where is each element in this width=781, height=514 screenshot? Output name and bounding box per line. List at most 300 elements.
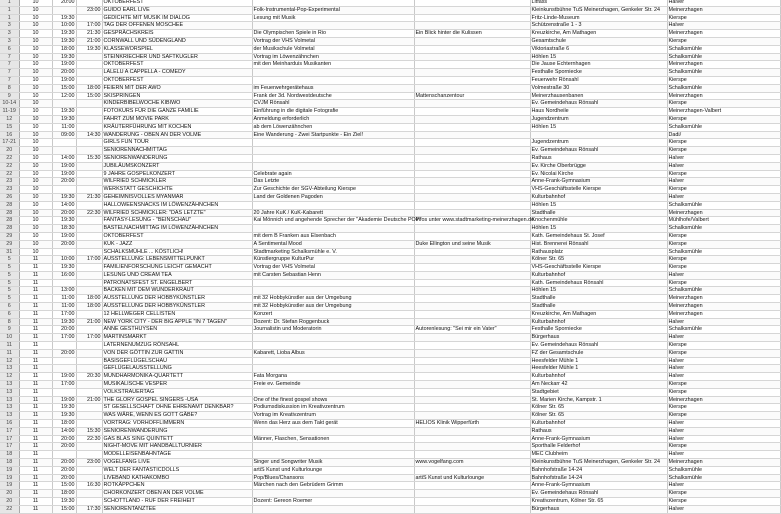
day-cell[interactable]: 3 <box>0 22 19 30</box>
town-cell[interactable]: Meinerzhagen <box>667 459 780 467</box>
day-cell[interactable]: 13 <box>0 381 19 389</box>
month-cell[interactable]: 11 <box>19 334 52 342</box>
day-cell[interactable]: 7 <box>0 76 19 84</box>
location-cell[interactable]: Kulturbahnhof <box>530 318 667 326</box>
day-cell[interactable]: 8 <box>0 84 19 92</box>
location-cell[interactable]: Bahnhofstraße 14-24 <box>530 474 667 482</box>
start-time-cell[interactable]: 20:00 <box>52 349 76 357</box>
description-cell[interactable]: Vortrag im Löwenzähnchen <box>252 53 414 61</box>
description-cell[interactable]: Fata Morgana <box>252 373 414 381</box>
location-cell[interactable]: Höhlen 15 <box>530 201 667 209</box>
town-cell[interactable]: Halver <box>667 451 780 459</box>
start-time-cell[interactable]: 20:00 <box>52 240 76 248</box>
start-time-cell[interactable]: 19:00 <box>52 232 76 240</box>
town-cell[interactable]: Kierspe <box>667 342 780 350</box>
location-cell[interactable]: Ev. Nicolai Kirche <box>530 170 667 178</box>
description-cell[interactable]: Künstlergruppe KulturPur <box>252 256 414 264</box>
event-title-cell[interactable]: STEINKRIECHER UND SAFTKUGLER <box>102 53 252 61</box>
note-cell[interactable]: artiS Kunst und Kulturlounge <box>414 474 530 482</box>
month-cell[interactable]: 11 <box>19 303 52 311</box>
town-cell[interactable]: Halver <box>667 318 780 326</box>
start-time-cell[interactable]: 10:00 <box>52 22 76 30</box>
end-time-cell[interactable]: 23:00 <box>76 6 102 14</box>
note-cell[interactable] <box>414 349 530 357</box>
table-row[interactable] <box>0 264 780 272</box>
table-row[interactable] <box>0 76 780 84</box>
note-cell[interactable]: www.vogelfang.com <box>414 459 530 467</box>
note-cell[interactable]: HELIOS Klinik Wipperfürth <box>414 420 530 428</box>
end-time-cell[interactable] <box>76 310 102 318</box>
location-cell[interactable]: Kreuzkirche, Am Mathagen <box>530 310 667 318</box>
location-cell[interactable]: Rathausplatz <box>530 248 667 256</box>
month-cell[interactable]: 11 <box>19 404 52 412</box>
table-row[interactable] <box>0 396 780 404</box>
table-row[interactable] <box>0 466 780 474</box>
event-title-cell[interactable]: LESUNG UND CREAM TEA <box>102 271 252 279</box>
table-row[interactable] <box>0 186 780 194</box>
note-cell[interactable] <box>414 412 530 420</box>
location-cell[interactable]: Bahnhofstraße 14-24 <box>530 466 667 474</box>
month-cell[interactable]: 10 <box>19 61 52 69</box>
location-cell[interactable]: Am Neckarr 42 <box>530 381 667 389</box>
start-time-cell[interactable] <box>52 139 76 147</box>
event-title-cell[interactable]: ROTKÄPPCHEN <box>102 482 252 490</box>
location-cell[interactable]: VHS-Geschäftsstelle Kierspe <box>530 186 667 194</box>
town-cell[interactable]: Mühlhofe/Valbert <box>667 217 780 225</box>
town-cell[interactable]: Meinerzhagen-Valbert <box>667 108 780 116</box>
description-cell[interactable]: Zur Geschichte der SGV-Abteilung Kierspe <box>252 186 414 194</box>
start-time-cell[interactable]: 18:00 <box>52 45 76 53</box>
location-cell[interactable]: Höhlen 15 <box>530 287 667 295</box>
note-cell[interactable]: Autorenlesung: "Sei mir ein Vater" <box>414 326 530 334</box>
event-title-cell[interactable]: ST GESELLSCHAFT OHNE EHRENAMT DENKBAR? <box>102 404 252 412</box>
town-cell[interactable]: Meinerzhagen <box>667 209 780 217</box>
day-cell[interactable]: 1 <box>0 0 19 6</box>
month-cell[interactable]: 10 <box>19 225 52 233</box>
table-row[interactable] <box>0 30 780 38</box>
table-row[interactable] <box>0 451 780 459</box>
town-cell[interactable]: Meinerzhagen <box>667 92 780 100</box>
day-cell[interactable]: 1 <box>0 14 19 22</box>
town-cell[interactable]: Kierspe <box>667 412 780 420</box>
description-cell[interactable]: Das Letzte <box>252 178 414 186</box>
month-cell[interactable]: 11 <box>19 342 52 350</box>
month-cell[interactable]: 11 <box>19 373 52 381</box>
event-title-cell[interactable]: 9 JAHRE GOSPELKONZERT <box>102 170 252 178</box>
day-cell[interactable]: 12 <box>0 373 19 381</box>
event-title-cell[interactable]: FAHRT ZUM MOVIE PARK <box>102 115 252 123</box>
location-cell[interactable]: Ev. Kirche Oberbrügge <box>530 162 667 170</box>
town-cell[interactable]: Meinerzhagen <box>667 310 780 318</box>
start-time-cell[interactable]: 20:00 <box>52 466 76 474</box>
day-cell[interactable]: 13 <box>0 404 19 412</box>
location-cell[interactable]: Kreuzkirche, Am Mathagen <box>530 30 667 38</box>
start-time-cell[interactable]: 20:00 <box>52 435 76 443</box>
start-time-cell[interactable] <box>52 248 76 256</box>
note-cell[interactable] <box>414 186 530 194</box>
description-cell[interactable]: Vortrag der VHS Volmetal <box>252 264 414 272</box>
event-title-cell[interactable]: 12 HELLWEGER CELLISTEN <box>102 310 252 318</box>
start-time-cell[interactable]: 19:30 <box>52 115 76 123</box>
note-cell[interactable] <box>414 357 530 365</box>
note-cell[interactable] <box>414 264 530 272</box>
table-row[interactable] <box>0 248 780 256</box>
location-cell[interactable]: Bürgerhaus <box>530 505 667 513</box>
table-row[interactable] <box>0 498 780 506</box>
start-time-cell[interactable]: 12:00 <box>52 92 76 100</box>
month-cell[interactable]: 11 <box>19 490 52 498</box>
event-title-cell[interactable]: OKTOBERFEST <box>102 76 252 84</box>
town-cell[interactable]: Kierspe <box>667 498 780 506</box>
event-title-cell[interactable]: WILFRIED SCHMICKLER <box>102 178 252 186</box>
start-time-cell[interactable]: 09:00 <box>52 131 76 139</box>
table-row[interactable] <box>0 342 780 350</box>
description-cell[interactable]: mit 32 Hobbykünstler aus der Umgebung <box>252 303 414 311</box>
start-time-cell[interactable]: 11:00 <box>52 303 76 311</box>
description-cell[interactable] <box>252 427 414 435</box>
description-cell[interactable]: Die Olympischen Spiele in Rio <box>252 30 414 38</box>
start-time-cell[interactable]: 18:00 <box>52 490 76 498</box>
start-time-cell[interactable]: 19:00 <box>52 373 76 381</box>
end-time-cell[interactable] <box>76 139 102 147</box>
day-cell[interactable]: 26 <box>0 193 19 201</box>
month-cell[interactable]: 10 <box>19 53 52 61</box>
table-row[interactable] <box>0 92 780 100</box>
table-row[interactable] <box>0 357 780 365</box>
event-title-cell[interactable]: NIGHT-MOVE MIT HANDBALLTURNIER <box>102 443 252 451</box>
table-row[interactable] <box>0 45 780 53</box>
table-row[interactable] <box>0 37 780 45</box>
note-cell[interactable]: Mattenschanzentour <box>414 92 530 100</box>
day-cell[interactable]: 17 <box>0 427 19 435</box>
town-cell[interactable]: Kierspe <box>667 139 780 147</box>
start-time-cell[interactable] <box>52 365 76 373</box>
end-time-cell[interactable] <box>76 108 102 116</box>
town-cell[interactable]: Kierspe <box>667 404 780 412</box>
location-cell[interactable]: Kulturbahnhof <box>530 271 667 279</box>
event-title-cell[interactable]: VOGELFANG LIVE <box>102 459 252 467</box>
start-time-cell[interactable]: 14:00 <box>52 154 76 162</box>
event-title-cell[interactable]: THE GLORY GOSPEL SINGERS -USA <box>102 396 252 404</box>
table-row[interactable] <box>0 334 780 342</box>
day-cell[interactable]: 7 <box>0 61 19 69</box>
description-cell[interactable] <box>252 69 414 77</box>
note-cell[interactable] <box>414 427 530 435</box>
description-cell[interactable] <box>252 357 414 365</box>
end-time-cell[interactable] <box>76 53 102 61</box>
month-cell[interactable]: 10 <box>19 209 52 217</box>
event-title-cell[interactable]: SENIORENTANZTEE <box>102 505 252 513</box>
note-cell[interactable] <box>414 154 530 162</box>
end-time-cell[interactable] <box>76 186 102 194</box>
event-title-cell[interactable]: KLASSEWORSPIEL <box>102 45 252 53</box>
start-time-cell[interactable] <box>52 100 76 108</box>
town-cell[interactable]: Meinerzhagen <box>667 6 780 14</box>
note-cell[interactable] <box>414 162 530 170</box>
note-cell[interactable]: Duke Ellington und seine Musik <box>414 240 530 248</box>
description-cell[interactable]: mit Carsten Sebastian Henn <box>252 271 414 279</box>
start-time-cell[interactable]: 14:00 <box>52 427 76 435</box>
town-cell[interactable]: Kierspe <box>667 240 780 248</box>
start-time-cell[interactable]: 20:00 <box>52 474 76 482</box>
table-row[interactable] <box>0 22 780 30</box>
note-cell[interactable] <box>414 225 530 233</box>
start-time-cell[interactable] <box>52 186 76 194</box>
end-time-cell[interactable]: 21:00 <box>76 318 102 326</box>
end-time-cell[interactable] <box>76 349 102 357</box>
day-cell[interactable]: 23 <box>0 186 19 194</box>
town-cell[interactable]: Halver <box>667 373 780 381</box>
description-cell[interactable]: Eine Wanderung - Zwei Startpunkte - Ein Ziel! <box>252 131 414 139</box>
location-cell[interactable]: Volmestraße 30 <box>530 84 667 92</box>
note-cell[interactable] <box>414 193 530 201</box>
end-time-cell[interactable] <box>76 76 102 84</box>
end-time-cell[interactable] <box>76 100 102 108</box>
end-time-cell[interactable]: 15:30 <box>76 427 102 435</box>
month-cell[interactable]: 11 <box>19 357 52 365</box>
note-cell[interactable] <box>414 248 530 256</box>
description-cell[interactable]: Kabarett, Lioba Albus <box>252 349 414 357</box>
event-title-cell[interactable]: VORTRAG: VORHOFFLIMMERN <box>102 420 252 428</box>
note-cell[interactable] <box>414 232 530 240</box>
end-time-cell[interactable] <box>76 342 102 350</box>
event-title-cell[interactable]: PATRONATSFEST ST. ENGELBERT <box>102 279 252 287</box>
table-row[interactable] <box>0 162 780 170</box>
day-cell[interactable]: 22 <box>0 162 19 170</box>
event-title-cell[interactable]: FANTASY-LESUNG - "BEINSCHAU" <box>102 217 252 225</box>
end-time-cell[interactable]: 21:30 <box>76 193 102 201</box>
event-title-cell[interactable]: VON DER GÖTTIN ZUR GATTIN <box>102 349 252 357</box>
note-cell[interactable] <box>414 404 530 412</box>
description-cell[interactable] <box>252 139 414 147</box>
start-time-cell[interactable]: 18:00 <box>52 420 76 428</box>
start-time-cell[interactable]: 20:00 <box>52 459 76 467</box>
town-cell[interactable]: Kierspe <box>667 443 780 451</box>
day-cell[interactable]: 9 <box>0 92 19 100</box>
event-title-cell[interactable]: GUIDO EARL LIVE <box>102 6 252 14</box>
start-time-cell[interactable]: 19:30 <box>52 30 76 38</box>
description-cell[interactable] <box>252 287 414 295</box>
town-cell[interactable]: Kierspe <box>667 115 780 123</box>
end-time-cell[interactable]: 16:30 <box>76 482 102 490</box>
end-time-cell[interactable] <box>76 474 102 482</box>
description-cell[interactable] <box>252 451 414 459</box>
end-time-cell[interactable] <box>76 69 102 77</box>
month-cell[interactable]: 10 <box>19 14 52 22</box>
end-time-cell[interactable] <box>76 240 102 248</box>
start-time-cell[interactable] <box>52 342 76 350</box>
description-cell[interactable]: Konzert <box>252 310 414 318</box>
day-cell[interactable]: 13 <box>0 396 19 404</box>
event-title-cell[interactable]: BACKEN MIT DEM WUNDERKRAUT <box>102 287 252 295</box>
month-cell[interactable]: 10 <box>19 162 52 170</box>
month-cell[interactable]: 10 <box>19 248 52 256</box>
end-time-cell[interactable]: 17:00 <box>76 22 102 30</box>
description-cell[interactable]: Märchen nach den Gebrüdern Grimm <box>252 482 414 490</box>
event-title-cell[interactable]: GESPRÄCHSKREIS <box>102 30 252 38</box>
event-title-cell[interactable]: JUBILÄUMSKONZERT <box>102 162 252 170</box>
town-cell[interactable]: Halver <box>667 334 780 342</box>
note-cell[interactable] <box>414 365 530 373</box>
event-title-cell[interactable]: WAS WÄRE, WENN ES GOTT GÄBE? <box>102 412 252 420</box>
event-title-cell[interactable]: CHORKONZERT OBEN AN DER VOLME <box>102 490 252 498</box>
start-time-cell[interactable]: 15:00 <box>52 84 76 92</box>
event-title-cell[interactable]: TAG DER OFFENEN MOSCHEE <box>102 22 252 30</box>
note-cell[interactable]: Ein Blick hinter die Kulissen <box>414 30 530 38</box>
start-time-cell[interactable] <box>52 388 76 396</box>
location-cell[interactable]: Rathaus <box>530 427 667 435</box>
table-row[interactable] <box>0 240 780 248</box>
description-cell[interactable]: Anmeldung erforderlich <box>252 115 414 123</box>
day-cell[interactable]: 10-14 <box>0 100 19 108</box>
location-cell[interactable]: Anne-Frank-Gymnasium <box>530 178 667 186</box>
location-cell[interactable]: Ev. Gemeindehaus Rönsahl <box>530 147 667 155</box>
day-cell[interactable]: 20 <box>0 490 19 498</box>
start-time-cell[interactable]: 10:00 <box>52 256 76 264</box>
description-cell[interactable] <box>252 147 414 155</box>
day-cell[interactable]: 28 <box>0 225 19 233</box>
table-row[interactable] <box>0 178 780 186</box>
town-cell[interactable]: Schalksmühle <box>667 201 780 209</box>
start-time-cell[interactable]: 19:30 <box>52 404 76 412</box>
event-title-cell[interactable]: WILFRIED SCHMICKLER: "DAS LETZTE" <box>102 209 252 217</box>
description-cell[interactable] <box>252 342 414 350</box>
location-cell[interactable]: Kölner Str. 65 <box>530 404 667 412</box>
day-cell[interactable]: 12 <box>0 357 19 365</box>
day-cell[interactable]: 6 <box>0 45 19 53</box>
town-cell[interactable]: Kierspe <box>667 279 780 287</box>
location-cell[interactable]: Stadthalle <box>530 209 667 217</box>
town-cell[interactable]: Halver <box>667 154 780 162</box>
town-cell[interactable]: Kierspe <box>667 37 780 45</box>
event-title-cell[interactable]: MODELLEISENBAHNTAGE <box>102 451 252 459</box>
event-title-cell[interactable]: FOTOKURS FÜR DIE GANZE FAMILIE <box>102 108 252 116</box>
month-cell[interactable]: 10 <box>19 193 52 201</box>
event-title-cell[interactable]: GEFLÜGELAUSSTELLUNG <box>102 365 252 373</box>
event-title-cell[interactable]: WANDERUNG - OBEN AN DER VOLME <box>102 131 252 139</box>
month-cell[interactable]: 10 <box>19 154 52 162</box>
month-cell[interactable]: 10 <box>19 240 52 248</box>
end-time-cell[interactable] <box>76 279 102 287</box>
table-row[interactable] <box>0 373 780 381</box>
month-cell[interactable]: 11 <box>19 420 52 428</box>
end-time-cell[interactable] <box>76 412 102 420</box>
town-cell[interactable]: Kierspe <box>667 170 780 178</box>
day-cell[interactable]: 6 <box>0 310 19 318</box>
town-cell[interactable]: Schalksmühle <box>667 474 780 482</box>
start-time-cell[interactable] <box>52 451 76 459</box>
event-title-cell[interactable]: MUSIKALISCHE VESPER <box>102 381 252 389</box>
start-time-cell[interactable]: 19:00 <box>52 162 76 170</box>
event-title-cell[interactable]: WELT DER FANTASTICDOLLS <box>102 466 252 474</box>
note-cell[interactable] <box>414 466 530 474</box>
town-cell[interactable]: Schalksmühle <box>667 326 780 334</box>
location-cell[interactable]: Litfass <box>530 0 667 6</box>
start-time-cell[interactable]: 15:00 <box>52 482 76 490</box>
table-row[interactable] <box>0 326 780 334</box>
town-cell[interactable]: Schalksmühle <box>667 466 780 474</box>
note-cell[interactable] <box>414 490 530 498</box>
end-time-cell[interactable]: 18:00 <box>76 84 102 92</box>
start-time-cell[interactable]: 20:00 <box>52 178 76 186</box>
month-cell[interactable]: 11 <box>19 466 52 474</box>
month-cell[interactable]: 11 <box>19 287 52 295</box>
description-cell[interactable]: Journalistin und Moderatorin <box>252 326 414 334</box>
description-cell[interactable]: Folk-Instrumental-Pop-Experimental <box>252 6 414 14</box>
day-cell[interactable]: 13 <box>0 388 19 396</box>
table-row[interactable] <box>0 505 780 513</box>
event-title-cell[interactable]: BASTELNACHMITTAG IM LÖWENZÄHNCHEN <box>102 225 252 233</box>
table-row[interactable] <box>0 232 780 240</box>
day-cell[interactable]: 20 <box>0 147 19 155</box>
note-cell[interactable] <box>414 279 530 287</box>
month-cell[interactable]: 11 <box>19 482 52 490</box>
month-cell[interactable]: 11 <box>19 295 52 303</box>
month-cell[interactable]: 11 <box>19 256 52 264</box>
event-title-cell[interactable]: SCHALKSMÜHLE ... KÖSTLICH! <box>102 248 252 256</box>
end-time-cell[interactable] <box>76 466 102 474</box>
note-cell[interactable] <box>414 123 530 131</box>
location-cell[interactable]: MEC Clubheim <box>530 451 667 459</box>
start-time-cell[interactable]: 11:00 <box>52 123 76 131</box>
start-time-cell[interactable] <box>52 147 76 155</box>
day-cell[interactable]: 1 <box>0 6 19 14</box>
table-row[interactable] <box>0 412 780 420</box>
day-cell[interactable]: 5 <box>0 256 19 264</box>
note-cell[interactable] <box>414 334 530 342</box>
event-title-cell[interactable]: MUNDHARMONIKA-QUARTETT <box>102 373 252 381</box>
end-time-cell[interactable]: 17:00 <box>76 334 102 342</box>
location-cell[interactable]: Feuerwehr Rönsahl <box>530 76 667 84</box>
description-cell[interactable]: Land der Goldenen Pagoden <box>252 193 414 201</box>
note-cell[interactable] <box>414 381 530 389</box>
town-cell[interactable]: Schalksmühle <box>667 123 780 131</box>
month-cell[interactable]: 11 <box>19 435 52 443</box>
month-cell[interactable]: 10 <box>19 186 52 194</box>
table-row[interactable] <box>0 131 780 139</box>
note-cell[interactable] <box>414 256 530 264</box>
location-cell[interactable]: Höhlen 15 <box>530 123 667 131</box>
description-cell[interactable]: CVJM Rönsahl <box>252 100 414 108</box>
town-cell[interactable]: Halver <box>667 482 780 490</box>
table-row[interactable] <box>0 61 780 69</box>
town-cell[interactable]: Schalksmühle <box>667 45 780 53</box>
description-cell[interactable]: ab dem Löwenzähnchen <box>252 123 414 131</box>
note-cell[interactable] <box>414 287 530 295</box>
town-cell[interactable]: Kierspe <box>667 186 780 194</box>
end-time-cell[interactable]: 20:30 <box>76 373 102 381</box>
day-cell[interactable]: 19 <box>0 466 19 474</box>
month-cell[interactable]: 10 <box>19 201 52 209</box>
description-cell[interactable] <box>252 154 414 162</box>
end-time-cell[interactable] <box>76 147 102 155</box>
day-cell[interactable]: 17 <box>0 435 19 443</box>
description-cell[interactable]: Vortrag der VHS Volmetal <box>252 37 414 45</box>
start-time-cell[interactable]: 19:30 <box>52 264 76 272</box>
note-cell[interactable] <box>414 435 530 443</box>
day-cell[interactable]: 29 <box>0 240 19 248</box>
event-title-cell[interactable]: KUK - JAZZ <box>102 240 252 248</box>
day-cell[interactable]: 11 <box>0 342 19 350</box>
town-cell[interactable]: Schalksmühle <box>667 69 780 77</box>
end-time-cell[interactable] <box>76 443 102 451</box>
end-time-cell[interactable] <box>76 490 102 498</box>
note-cell[interactable] <box>414 108 530 116</box>
start-time-cell[interactable]: 19:30 <box>52 193 76 201</box>
location-cell[interactable]: Festhalle Sporniecke <box>530 326 667 334</box>
event-title-cell[interactable]: AUSSTELLUNG DER HOBBYKÜNSTLER <box>102 295 252 303</box>
location-cell[interactable]: Kulturbahnhof <box>530 420 667 428</box>
